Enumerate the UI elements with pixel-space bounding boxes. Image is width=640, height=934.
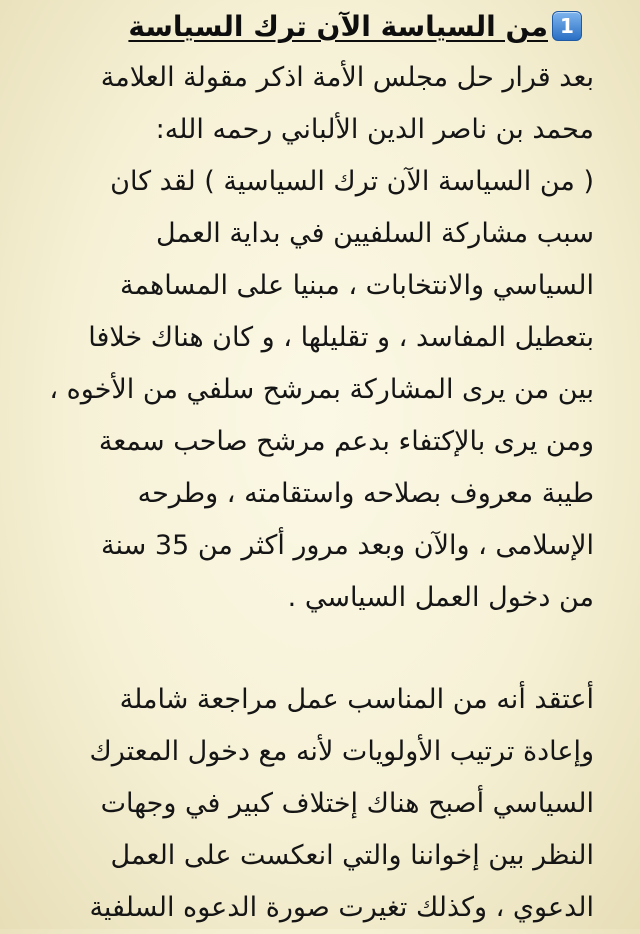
text-line: ومن يرى بالإكتفاء بدعم مرشح صاحب سمعة: [98, 426, 594, 457]
page-title: من السياسة الآن ترك السياسة: [128, 9, 548, 43]
text-line: الإسلامى ، والآن وبعد مرور أكثر من 35 سنة: [101, 530, 594, 561]
text-line: ( من السياسة الآن ترك السياسية ) لقد كان: [110, 166, 594, 197]
text-line: بين من يرى المشاركة بمرشح سلفي من الأخوه ،: [49, 374, 594, 405]
text-line: بتعطيل المفاسد ، و تقليلها ، و كان هناك خلافا: [88, 322, 594, 353]
text-line: طيبة معروف بصلاحه واستقامته ، وطرحه: [137, 478, 594, 509]
article-body: [34, 52, 594, 934]
text-line: الدعوي ، وكذلك تغيرت صورة الدعوه السلفية: [89, 892, 594, 923]
paragraph-1: [34, 52, 594, 624]
text-line: أعتقد أنه من المناسب عمل مراجعة شاملة: [119, 684, 594, 715]
paragraph-gap: [34, 624, 594, 674]
text-line: محمد بن ناصر الدين الألباني رحمه الله:: [155, 114, 594, 145]
text-line: وإعادة ترتيب الأولويات لأنه مع دخول المعترك: [89, 736, 594, 767]
text-line: السياسي أصبح هناك إختلاف كبير في وجهات: [100, 788, 594, 819]
text-line: سبب مشاركة السلفيين في بداية العمل: [156, 218, 594, 249]
text-line: بعد قرار حل مجلس الأمة اذكر مقولة العلامة: [100, 62, 594, 93]
paragraph-2: [34, 674, 594, 934]
title-row: [128, 6, 582, 46]
text-line: النظر بين إخواننا والتي انعكست على العمل: [110, 840, 594, 871]
text-line: من دخول العمل السياسي .: [287, 582, 594, 613]
keycap-number-icon: 1: [552, 11, 582, 41]
text-line: السياسي والانتخابات ، مبنيا على المساهمة: [119, 270, 594, 301]
